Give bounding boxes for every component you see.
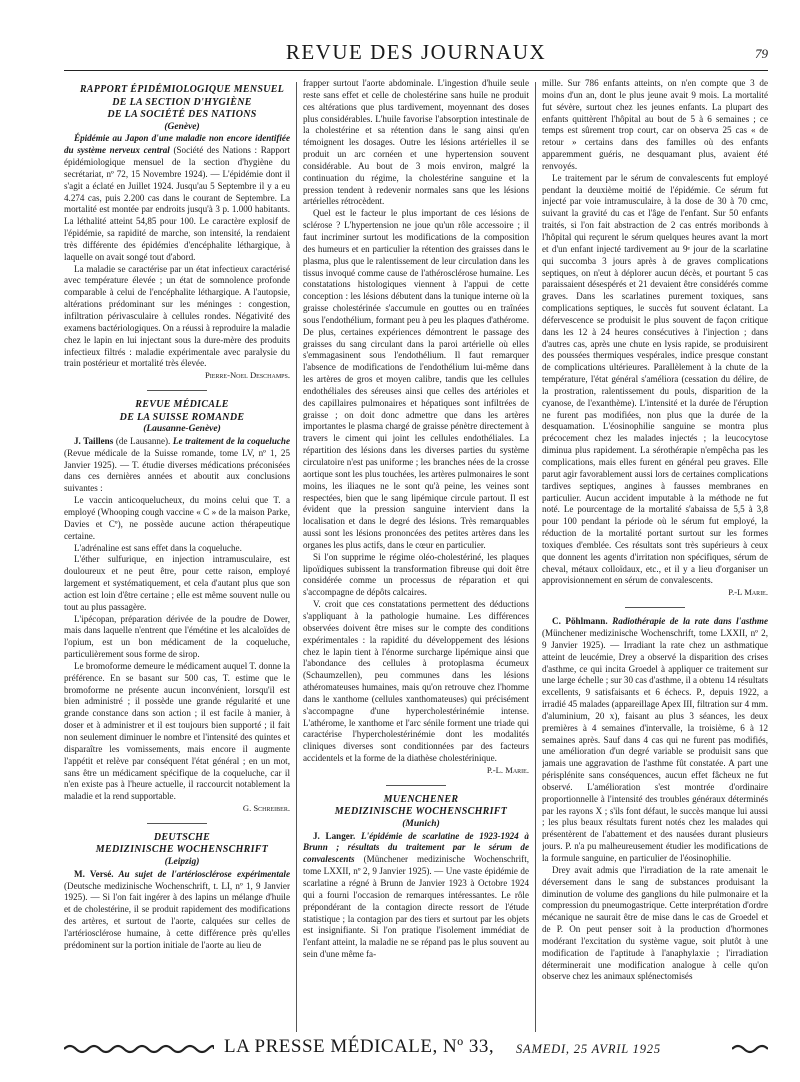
author-signature: P.-L. Marie. bbox=[486, 764, 529, 775]
wave-ornament-icon bbox=[732, 1042, 768, 1056]
author-signature: G. Schreiber. bbox=[242, 803, 290, 814]
journal-name: LA PRESSE MÉDICALE, Nº 33, bbox=[224, 1036, 495, 1057]
section-city: (Leipzig) bbox=[164, 856, 200, 867]
section-separator bbox=[386, 785, 446, 786]
column-2 bbox=[303, 78, 529, 1033]
article-author: C. Pöhlmann. bbox=[552, 616, 608, 627]
article-author: J. Langer. bbox=[313, 830, 356, 841]
article-paragraph: L'adrénaline est sans effet dans la coqueluche. bbox=[74, 542, 242, 553]
article-paragraph: Quel est le facteur le plus important de ces lésions de sclérose ? L'hypertension ne joue qu'un rôle accessoire ; il faut incriminer surtout les modifications de la composition des humeurs et en particulier la rétention des graisses dans le plasma, plus que le ralentissement de leur circulation dans les tissus invoqué comme cause de l'athérosclérose humaine. Les constatations histologiques viennent à l'appui de cette conception : les lésions débutent dans la tunique interne où la graisse cholestérinée s'accumule en gouttes ou en traînées sous l'endothélium, formant peu à peu les plaques d'athérome. De plus, certaines expériences démontrent le passage des graisses du sang circulant dans la paroi artérielle où elles s'emmagasinent sous l'endothélium. Il faut remarquer l'absence de modifications de l'endothélium lui-même dans les artères de gros et moyen calibre, tandis que les cellules endothéliales des séreuses ainsi que celles des artérioles et des capillaires pulmonaires et hépatiques sont infiltrées de graisse ; on doit donc admettre que dans les artères importantes le plasma chargé de graisse pénètre directement à travers le ciment qui joint les cellules endothéliales. La répartition des lésions dans les diverses parties du système circulatoire n'est pas uniforme ; les branches nées de la crosse aortique sont les plus touchées, les artères pulmonaires le sont moins, les iliaques ne le sont qu'à peine, les veines sont respectées, bien que le sang lipémique circule partout. Il est évident que la pression sanguine intervient dans la localisation et dans le degré des lésions. Très remarquables aussi sont les lésions prononcées des petites artères dans les organes les plus actifs, dans le cœur en particulier. bbox=[303, 208, 529, 550]
section-separator bbox=[625, 607, 685, 608]
page-header bbox=[64, 36, 768, 71]
section-title: DE LA SOCIÉTÉ DES NATIONS bbox=[107, 109, 257, 120]
column-divider bbox=[296, 82, 297, 1032]
section-title: MUENCHENER bbox=[383, 793, 459, 805]
article-paragraph: Drey avait admis que l'irradiation de la rate amenait le déversement dans le sang de substances produisant la diminution de volume des ganglions du hile pulmonaire et la compression du pneumogastrique. Cette interprétation d'ordre mécanique ne saurait être de mise dans le cas de Groedel et de P. On peut penser soit à la production d'hormones modérant l'excitation du système vague, soit plutôt à une modification de l'aptitude à l'anaphylaxie ; l'irradiation déterminerait une modification analogue à celle qu'on observe chez les animaux splénectomisés bbox=[542, 864, 768, 982]
section-title: RAPPORT ÉPIDÉMIOLOGIQUE MENSUEL bbox=[79, 84, 285, 95]
section-title: REVUE MÉDICALE bbox=[135, 399, 229, 411]
column-divider bbox=[535, 82, 536, 1032]
wave-ornament-icon bbox=[64, 1042, 214, 1056]
article-title: L'épidémie de scarlatine de 1923-1924 à Brunn ; résultats du traitement par le sérum de convalescents bbox=[303, 830, 529, 865]
issue-date: SAMEDI, 25 AVRIL 1925 bbox=[516, 1042, 661, 1056]
article-title: Épidémie au Japon d'une maladie non encore identifiée du système nerveux central bbox=[64, 133, 290, 156]
section-city: (Munich) bbox=[402, 818, 440, 829]
article-paragraph: Le bromoforme demeure le médicament auquel T. donne la préférence. En se basant sur 500 cas, T. estime que le bromoforme ne présente aucun inconvénient, lorsqu'il est bien administré ; il possède une grande régularité et une grande constance dans son action ; il est facile à manier, à doser et à administrer et il est toujours bien supporté ; il fait non seulement diminuer le nombre et l'intensité des quintes et disparaître les vomissements, mais encore il augmente l'appétit et relève par conséquent l'état général ; en un mot, sans être un médicament spécifique de la coqueluche, car il n'en existe pas à l'heure actuelle, il raccourcit notablement la maladie et la rend supportable. bbox=[64, 660, 290, 802]
section-title: DEUTSCHE bbox=[153, 831, 211, 843]
running-title: REVUE DES JOURNAUX bbox=[285, 40, 547, 64]
page-number: 79 bbox=[755, 46, 768, 61]
article-title: Radiothérapie de la rate dans l'asthme bbox=[607, 616, 768, 627]
author-signature: P.-L Marie. bbox=[728, 587, 768, 598]
article-paragraph: J. Taillens (de Lausanne). Le traitement de la coqueluche (Revue médicale de la Suisse romande, tome LV, nº 1, 25 Janvier 1925). — T. étudie diverses médications préconisées dans ces dernières années et aboutit aux conclusions suivantes : bbox=[64, 435, 290, 494]
column-1 bbox=[64, 78, 290, 1033]
section-separator bbox=[147, 390, 207, 391]
article-paragraph: L'ipécopan, préparation dérivée de la poudre de Dower, mais dans laquelle n'entrent que l'émétine et les alcaloïdes de l'opium, est un bon médicament de la coqueluche, particulièrement sous forme de sirop. bbox=[64, 613, 290, 660]
section-title: MEDIZINISCHE WOCHENSCHRIFT bbox=[334, 806, 508, 818]
article-paragraph: Le vaccin anticoquelucheux, du moins celui que T. a employé (Whooping cough vaccine « C » de la maison Parke, Davies et Cº), ne possède aucune action thérapeutique certaine. bbox=[64, 495, 290, 541]
article-paragraph: La maladie se caractérise par un état infectieux caractérisé avec température élevée ; un état de somnolence profonde comparable à celui de l'encéphalite léthargique. A l'autopsie, altérations prédominant sur les méninges : congestion, infiltration périvasculaire à cellules rondes. Négativité des examens bactériologiques. On a réussi à reproduire la maladie chez le lapin en lui injectant sous la dure-mère des produits infectieux filtrés : maladie expérimentale avec paralysie du train postérieur et mortalité très élevée. bbox=[64, 263, 290, 369]
article-author: M. Versé. bbox=[74, 868, 114, 879]
article-paragraph: V. croit que ces constatations permettent des déductions s'appliquant à la pathologie humaine. Les différences observées doivent être mises sur le compte des conditions expérimentales : la rapidité du développement des lésions chez le lapin tient à l'énorme surcharge lipémique ainsi que l'abondance des cellules à protoplasma écumeux (Schaumzellen), peu communes dans les lésions athéromateuses humaines, mais qu'on retrouve chez l'homme dans le xanthome (cellules xanthomateuses) qui précisément s'accompagne d'une hypercholestérinémie intense. L'athérome, le xanthome et l'arc sénile forment une triade qui caractérise l'hypercholestérinémie dont les modalités cliniques diverses sont conditionnées par des facteurs accidentels et la forme de la diathèse cholestérinique. bbox=[303, 599, 529, 764]
article-paragraph: Épidémie au Japon d'une maladie non encore identifiée du système nerveux central (Société des Nations : Rapport épidémiologique mensuel de la section d'hygiène du secrétariat, nº 72, 15 Novembre 1924). — L'épidémie dont il s'agit a éclaté en Juillet 1924. Jusqu'au 5 Septembre il y a eu 4.274 cas, puis 2.200 cas dans le courant de Septembre. La mortalité est montée par endroits jusqu'à 3 p. 1.000 habitants. La léthalité atteint 54,85 pour 100. Le caractère explosif de l'épidémie, sa rapidité de marche, son intensité, la rendaient très différente des épidémies d'encéphalite léthargique, à laquelle on avait songé tout d'abord. bbox=[64, 133, 290, 262]
article-paragraph: M. Versé. Au sujet de l'artériosclérose expérimentale (Deutsche medizinische Wochenschrift, t. LI, nº 1, 9 Janvier 1925). — Si l'on fait ingérer à des lapins un mélange d'huile et de cholestérine, il se produit rapidement des modifications des artères, et surtout de l'aorte, calquées sur celles de l'artériosclérose humaine, à cette différence près qu'elles prédominent sur la portion initiale de l'aorte au lieu de bbox=[64, 868, 290, 950]
section-title: DE LA SECTION D'HYGIÈNE bbox=[112, 96, 252, 108]
section-city: (Genève) bbox=[164, 121, 200, 132]
article-title: Au sujet de l'artériosclérose expérimentale bbox=[113, 868, 290, 879]
article-title: Le traitement de la coqueluche bbox=[172, 435, 290, 446]
article-paragraph: L'éther sulfurique, en injection intramusculaire, est douloureux et ne peut être, pour cette raison, employé largement et systématiquement, et cela d'autant plus que son action est loin d'être certaine ; elle est même souvent nulle ou tout au plus passagère. bbox=[64, 554, 290, 612]
page-footer bbox=[64, 1036, 768, 1066]
article-columns bbox=[64, 78, 768, 1033]
section-title: DE LA SUISSE ROMANDE bbox=[119, 411, 245, 423]
section-separator bbox=[147, 823, 207, 824]
column-3 bbox=[542, 78, 768, 1033]
article-paragraph: Si l'on supprime le régime oléo-cholestériné, les plaques lipoïdiques subissent la transformation fibreuse qui doit être considérée comme un processus de réparation et qui s'accompagne de dépôts calcaires. bbox=[303, 551, 529, 598]
article-paragraph: mille. Sur 786 enfants atteints, on n'en compte que 3 de moins d'un an, dont le plus jeune avait 9 mois. La mortalité fut sévère, surtout chez les jeunes enfants. La plupart des enfants quittèrent l'hôpital au bout de 5 à 6 semaines ; ce temps est sûrement trop court, car on observa 25 cas « de retour » certains dans des familles où des enfants apparemment guéris, ne desquamant plus, avaient été renvoyés. bbox=[542, 78, 768, 171]
article-author: J. Taillens bbox=[74, 435, 114, 446]
article-paragraph: C. Pöhlmann. Radiothérapie de la rate dans l'asthme (Münchener medizinische Wochenschrift, tome LXXII, nº 2, 9 Janvier 1925). — Irradiant la rate chez un asthmatique atteint de leucémie, Drey a observé la disparition des crises d'asthme, ce qui incita Groedel à appliquer ce traitement sur une large échelle ; sur 30 cas d'asthme, il a obtenu 14 résultats excellents, 9 satisfaisants et 6 échecs. P., depuis 1922, a irradié 45 malades (appareillage Apex III, filtration sur 4 mm. d'aluminium, 20 x), faisant au plus 3 séances, les deux premières à 4 semaines d'intervalle, la troisième, 6 à 12 semaines après. Sauf dans 4 cas qui ne furent pas modifiés, une amélioration d'un degré variable se produisit sans que jamais une aggravation de l'asthme fût constatée. A part une périsplénite sans conséquences, aucun effet fâcheux ne fut observé. L'amélioration s'est montrée d'ordinaire proportionnelle à l'intensité des troubles généraux déterminés par les rayons X ; s'ils font défaut, le succès manque lui aussi ; les plus beaux résultats furent notés chez les malades qui présentèrent de l'abattement et des nausées durant plusieurs jours. P. n'a pu malheureusement étudier les modifications de la formule sanguine, en particulier de l'éosinophilie. bbox=[542, 616, 768, 863]
article-paragraph: frapper surtout l'aorte abdominale. L'ingestion d'huile seule reste sans effet et celle de cholestérine sans huile ne produit ces altérations que plus tardivement, moyennant des doses plus considérables. L'huile favorise l'absorption intestinale de la cholestérine et sa rétention dans le sang ainsi qu'en témoignent les dosages. Outre les lésions artérielles il se produit un arc cornéen et une hypertension souvent considérable. Au bout de 3 mois environ, malgré la continuation du régime, la cholestérine sanguine et la pression tendent à redevenir normales sans que les lésions artérielles rétrocèdent. bbox=[303, 78, 529, 207]
section-city: (Lausanne-Genève) bbox=[143, 424, 221, 435]
section-title: MEDIZINISCHE WOCHENSCHRIFT bbox=[95, 844, 269, 856]
article-paragraph: J. Langer. L'épidémie de scarlatine de 1923-1924 à Brunn ; résultats du traitement par le sérum de convalescents (Münchener medizinische Wochenschrift, tome LXXII, nº 2, 9 Janvier 1925). — Une vaste épidémie de scarlatine a régné à Brunn de Janvier 1923 à Octobre 1924 qui a fourni l'occasion de remarques intéressantes. Le rôle prépondérant de la contagion directe ressort de l'étude statistique ; la contagion par des tiers et surtout par les objets est insignifiante. Si l'on pratique l'isolement immédiat de l'enfant atteint, la maladie ne se répand pas le plus souvent au sein d'une même fa- bbox=[303, 830, 529, 960]
article-paragraph: Le traitement par le sérum de convalescents fut employé pendant la deuxième moitié de l'épidémie. Ce sérum fut injecté par voie intramusculaire, à la dose de 30 à 70 cmc, suivant la gravité du cas et l'âge de l'enfant. Sur 50 enfants traités, si l'on fait abstraction de 2 cas entrés moribonds à l'hôpital qui reçurent le sérum quelques heures avant la mort et d'un enfant injecté tardivement au 9ᵉ jour de la scarlatine qui succomba 3 jours après à de graves complications septiques, on n'eut à déplorer aucun décès, et pourtant 5 cas paraissaient désespérés et 21 devaient être considérés comme graves. Dans les scarlatines purement toxiques, sans complications septiques, le succès fut souvent éclatant. La défervescence se produisit le plus souvent de façon critique dans les 12 à 24 heures consécutives à l'injection ; dans d'autres cas, après une chute en lysis rapide, se produisirent des poussées thermiques vespérales, indice presque constant de complications ultérieures. Parallèlement à la chute de la température, l'état général s'améliora (cessation du délire, de la prostration, ralentissement du pouls, disparition de la cyanose, de l'exanthème). L'intensité et la durée de l'éruption ne furent pas modifiées, non plus que la durée de la desquamation. L'éosinophilie sanguine se montra plus précocement chez les malades injectés ; la leucocytose diminua plus rapidement. La sérothérapie n'empêcha pas les complications, mais elles furent en général peu graves. Elle parut agir favorablement aussi lors de certaines complications tardives septiques, angines à fausses membranes en particulier. Aucun accident imputable à la méthode ne fut noté. Le pourcentage de la mortalité s'abaissa de 5,5 à 3,8 pour 100 pendant la période où le sérum fut employé, la réduction de la mortalité portant surtout sur les formes toxiques d'emblée. Ces résultats sont très supérieurs à ceux que donnent les agents d'irritation non spécifiques, sérum de cheval, métaux colloïdaux, etc., et il y a lieu d'organiser un approvisionnement en sérum de convalescents. bbox=[542, 172, 768, 586]
author-signature: Pierre-Noel Deschamps. bbox=[204, 370, 290, 381]
